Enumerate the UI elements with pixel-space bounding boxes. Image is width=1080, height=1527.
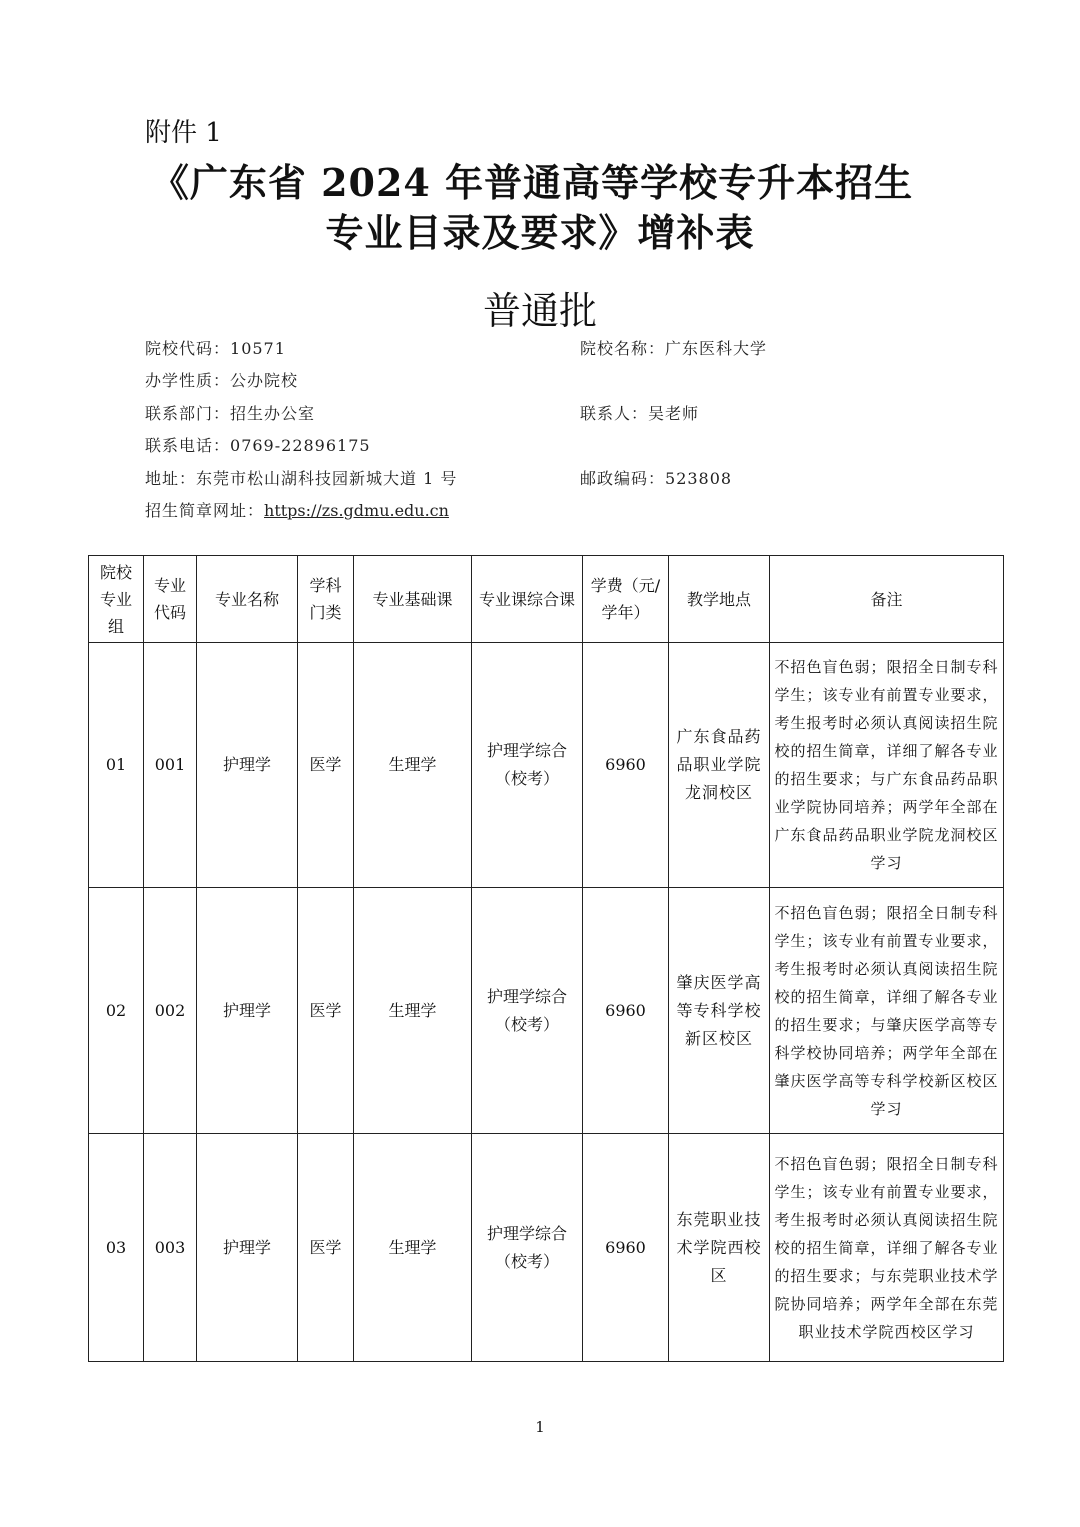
cell-major-name: 护理学 — [197, 888, 298, 1134]
cell-comprehensive-course: 护理学综合（校考） — [472, 1134, 583, 1362]
header-category: 学科门类 — [298, 556, 354, 643]
cell-fee: 6960 — [583, 1134, 669, 1362]
major-catalog-table — [88, 555, 1004, 1362]
header-basic-course: 专业基础课 — [354, 556, 472, 643]
cell-note: 不招色盲色弱；限招全日制专科学生；该专业有前置专业要求，考生报考时必须认真阅读招生院校的招生简章，详细了解各专业的招生要求；与肇庆医学高等专科学校协同培养；两学年全部在肇庆医学高等专科学校新区校区学习 — [770, 888, 1004, 1134]
cell-major-name: 护理学 — [197, 643, 298, 888]
cell-basic-course: 生理学 — [354, 643, 472, 888]
cell-location: 肇庆医学高等专科学校新区校区 — [669, 888, 770, 1134]
contact-department-label: 联系部门： — [145, 404, 231, 423]
header-location: 教学地点 — [669, 556, 770, 643]
school-name — [580, 336, 767, 359]
school-name-label: 院校名称： — [580, 339, 666, 358]
cell-comprehensive-course: 护理学综合（校考） — [472, 888, 583, 1134]
cell-note: 不招色盲色弱；限招全日制专科学生；该专业有前置专业要求，考生报考时必须认真阅读招生院校的招生简章，详细了解各专业的招生要求；与广东食品药品职业学院协同培养；两学年全部在广东食品药品职业学院龙洞校区学习 — [770, 643, 1004, 888]
cell-major-code: 001 — [144, 643, 197, 888]
admission-website-link[interactable]: https://zs.gdmu.edu.cn — [264, 501, 449, 520]
school-address — [145, 466, 457, 489]
contact-phone-value: 0769-22896175 — [230, 436, 371, 455]
table-row — [89, 888, 1004, 1134]
cell-group: 01 — [89, 643, 144, 888]
cell-major-code: 003 — [144, 1134, 197, 1362]
cell-note: 不招色盲色弱；限招全日制专科学生；该专业有前置专业要求，考生报考时必须认真阅读招生院校的招生简章，详细了解各专业的招生要求；与东莞职业技术学院协同培养；两学年全部在东莞职业技术学院西校区学习 — [770, 1134, 1004, 1362]
table-row — [89, 1134, 1004, 1362]
postcode-value: 523808 — [665, 469, 733, 488]
school-code-label: 院校代码： — [145, 339, 231, 358]
cell-major-code: 002 — [144, 888, 197, 1134]
school-code — [145, 336, 286, 359]
page-number: 1 — [535, 1418, 545, 1436]
postcode — [580, 466, 732, 489]
header-major-code: 专业代码 — [144, 556, 197, 643]
cell-group: 03 — [89, 1134, 144, 1362]
cell-fee: 6960 — [583, 888, 669, 1134]
contact-person-value: 吴老师 — [648, 404, 700, 423]
cell-comprehensive-course: 护理学综合（校考） — [472, 643, 583, 888]
cell-group: 02 — [89, 888, 144, 1134]
contact-department — [145, 401, 315, 424]
school-name-value: 广东医科大学 — [665, 339, 768, 358]
school-nature-label: 办学性质： — [145, 371, 231, 390]
cell-fee: 6960 — [583, 643, 669, 888]
school-address-value: 东莞市松山湖科技园新城大道 1 号 — [196, 469, 458, 488]
contact-department-value: 招生办公室 — [230, 404, 316, 423]
header-major-name: 专业名称 — [197, 556, 298, 643]
postcode-label: 邮政编码： — [580, 469, 666, 488]
school-code-value: 10571 — [230, 339, 286, 358]
school-nature-value: 公办院校 — [230, 371, 299, 390]
cell-category: 医学 — [298, 888, 354, 1134]
school-nature — [145, 368, 298, 391]
batch-subtitle: 普通批 — [482, 289, 597, 333]
admission-website-label: 招生简章网址： — [145, 501, 265, 520]
cell-basic-course: 生理学 — [354, 1134, 472, 1362]
contact-person-label: 联系人： — [580, 404, 649, 423]
cell-major-name: 护理学 — [197, 1134, 298, 1362]
attachment-label: 附件 1 — [145, 118, 222, 148]
header-note: 备注 — [770, 556, 1004, 643]
document-title-line1: 《广东省 2024 年普通高等学校专升本招生 — [150, 160, 914, 205]
header-comprehensive-course: 专业课综合课 — [472, 556, 583, 643]
contact-phone-label: 联系电话： — [145, 436, 231, 455]
cell-location: 东莞职业技术学院西校区 — [669, 1134, 770, 1362]
school-address-label: 地址： — [145, 469, 197, 488]
contact-person — [580, 401, 699, 424]
cell-basic-course: 生理学 — [354, 888, 472, 1134]
cell-category: 医学 — [298, 1134, 354, 1362]
header-fee: 学费（元/学年） — [583, 556, 669, 643]
cell-location: 广东食品药品职业学院龙洞校区 — [669, 643, 770, 888]
admission-website — [145, 498, 449, 521]
table-row — [89, 643, 1004, 888]
cell-category: 医学 — [298, 643, 354, 888]
table-header-row — [89, 556, 1004, 643]
contact-phone — [145, 433, 371, 456]
header-group: 院校专业组 — [89, 556, 144, 643]
document-title-line2: 专业目录及要求》增补表 — [325, 210, 755, 255]
